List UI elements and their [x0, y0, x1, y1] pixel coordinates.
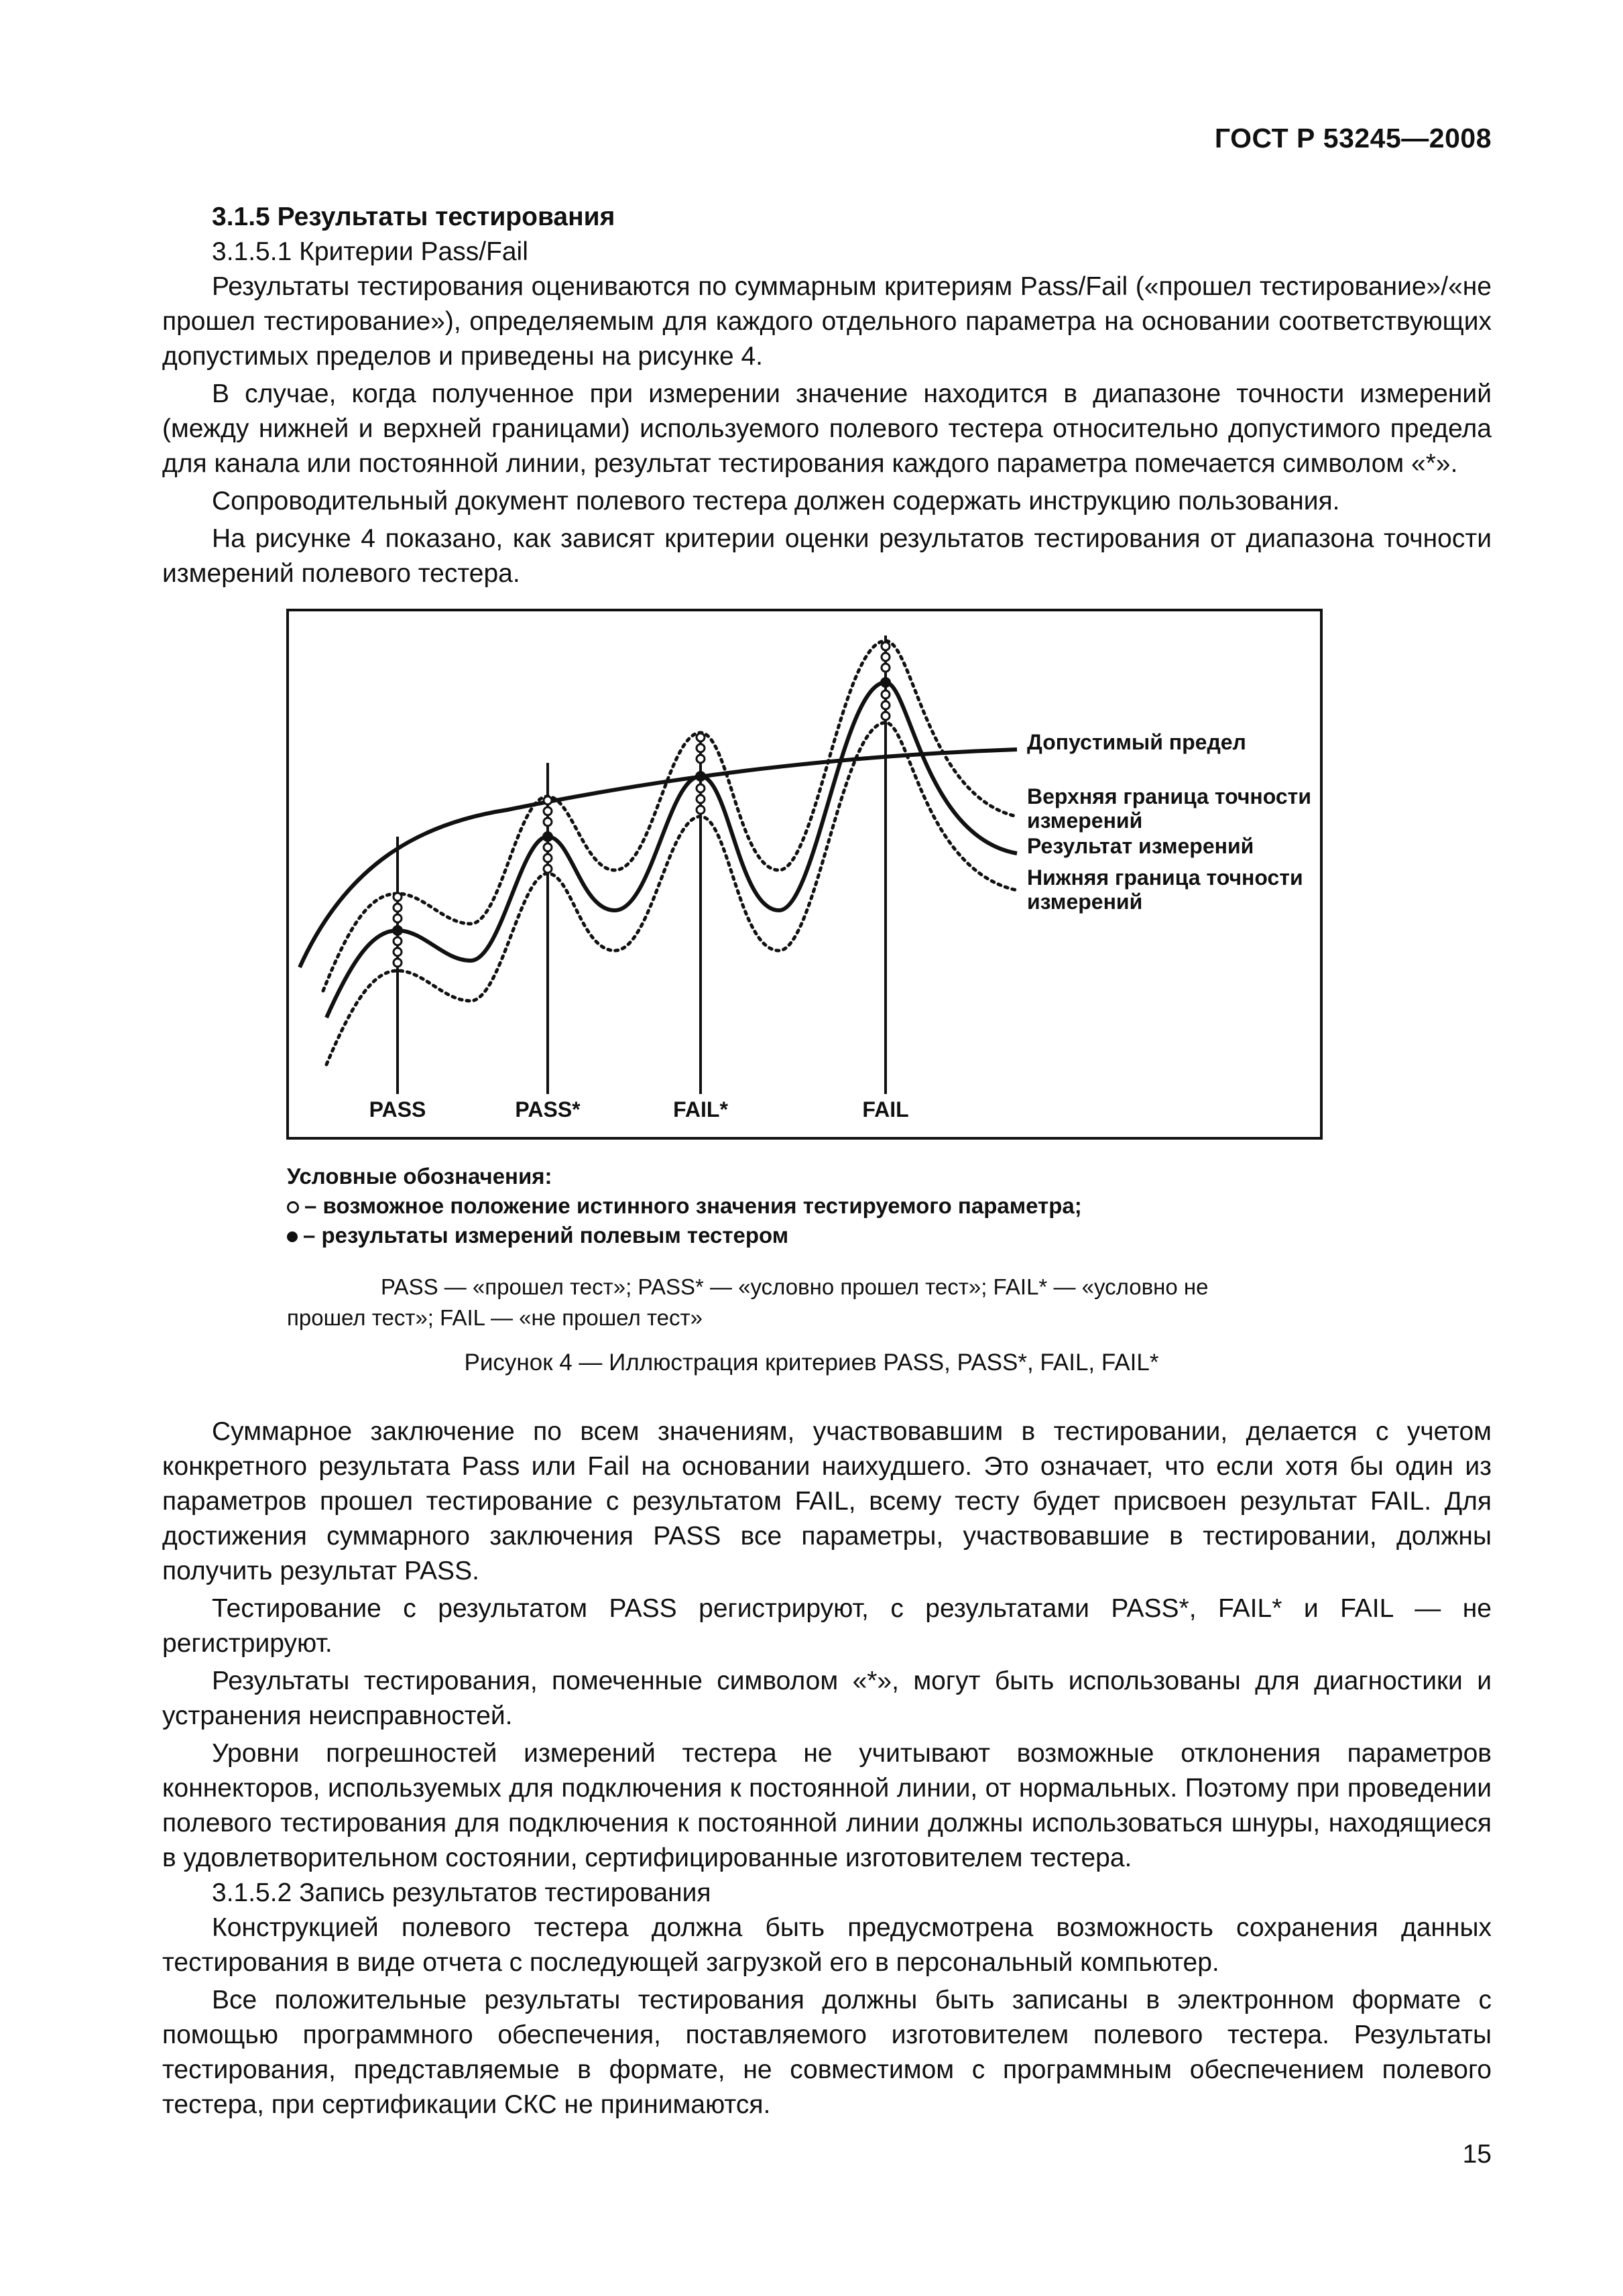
legend-title: Условные обозначения: [287, 1164, 552, 1189]
section-top [162, 200, 1492, 591]
paragraph: Все положительные результаты тестирования должны быть записаны в электронном формате с помощью программного обеспечения, поставляемого изготовителем полевого тестера. Результаты тестирования, представляемые в формате, не совместимом с программным обеспечением полевого тестера, при сертификации СКС не принимаются. [162, 1986, 1492, 2119]
legend-open-text: – возможное положение истинного значения тестируемого параметра; [304, 1193, 1082, 1218]
label-permissible-limit: Допустимый предел [1027, 730, 1246, 754]
open-circle-icon [287, 1201, 299, 1213]
paragraph: Уровни погрешностей измерений тестера не учитывают возможные отклонения параметров коннекторов, используемых для подключения к постоянной линии, от нормальных. Поэтому при проведении полевого тестирования для подключения к постоянной линии должны использоваться шнуры, находящиеся в удовлетворительном состоянии, сертифицированные изготовителем тестера. [162, 1739, 1492, 1872]
label-upper-bound-line2: измерений [1027, 808, 1143, 833]
paragraph: Результаты тестирования оцениваются по суммарным критериям Pass/Fail («прошел тестирование»/«не прошел тестирование»), определяемым для каждого отдельного параметра на основании соответствующих допустимых пределов и приведены на рисунке 4. [162, 272, 1492, 371]
document-code-header: ГОСТ Р 53245—2008 [1214, 123, 1492, 154]
legend-filled-text: – результаты измерений полевым тестером [303, 1223, 789, 1248]
section-title: 3.1.5 Результаты тестирования [212, 202, 615, 231]
legend-filled-circle-row [287, 1221, 1082, 1250]
label-lower-bound-line1: Нижняя граница точности [1027, 865, 1303, 890]
paragraph: На рисунке 4 показано, как зависят критерии оценки результатов тестирования от диапазона точности измерений полевого тестера. [162, 524, 1492, 588]
label-upper-bound-line1: Верхняя граница точности [1027, 784, 1311, 808]
figure-caption: Рисунок 4 — Иллюстрация критериев PASS, PASS*, FAIL, FAIL* [464, 1349, 1159, 1376]
paragraph: В случае, когда полученное при измерении значение находится в диапазоне точности измерений (между нижней и верхней границами) используемого полевого тестера относительно допустимого предела для канала или постоянной линии, результат тестирования каждого параметра помечается символом «*». [162, 379, 1492, 478]
label-lower-bound-line2: измерений [1027, 890, 1143, 914]
figure-4-diagram [286, 609, 1323, 1140]
section-bottom [162, 1414, 1492, 2122]
paragraph: Результаты тестирования, помеченные символом «*», могут быть использованы для диагностики и устранения неисправностей. [162, 1667, 1492, 1730]
paragraph: Суммарное заключение по всем значениям, участвовавшим в тестировании, делается с учетом конкретного результата Pass или Fail на основании наихудшего. Это означает, что если хотя бы один из параметров прошел тестирование с результатом FAIL, всему тесту будет присвоен результат FAIL. Для достижения суммарного заключения PASS все параметры, участвовавшие в тестировании, должны получить результат PASS. [162, 1417, 1492, 1585]
figure-key [287, 1272, 1343, 1333]
page-number: 15 [1462, 2140, 1492, 2169]
paragraph: Сопроводительный документ полевого тестера должен содержать инструкцию пользования. [212, 487, 1340, 516]
marker-label-pass: PASS [369, 1097, 426, 1122]
paragraph: Конструкцией полевого тестера должна быть предусмотрена возможность сохранения данных тестирования в виде отчета с последующей загрузкой его в персональный компьютер. [162, 1913, 1492, 1977]
marker-label-fail-star: FAIL* [673, 1097, 728, 1122]
figure-legend [287, 1162, 1082, 1250]
paragraph: Тестирование с результатом PASS регистрируют, с результатами PASS*, FAIL* и FAIL — не регистрируют. [162, 1594, 1492, 1658]
subsection-title: 3.1.5.2 Запись результатов тестирования [212, 1878, 711, 1907]
subsection-title: 3.1.5.1 Критерии Pass/Fail [212, 237, 528, 266]
legend-open-circle-row [287, 1191, 1082, 1221]
marker-label-fail: FAIL [862, 1097, 909, 1122]
key-line-2: прошел тест»; FAIL — «не прошел тест» [287, 1305, 703, 1330]
filled-circle-icon [287, 1231, 298, 1242]
key-line-1: PASS — «прошел тест»; PASS* — «условно прошел тест»; FAIL* — «условно не [381, 1274, 1209, 1299]
label-measurement-result: Результат измерений [1027, 834, 1254, 858]
marker-label-pass-star: PASS* [515, 1097, 581, 1122]
